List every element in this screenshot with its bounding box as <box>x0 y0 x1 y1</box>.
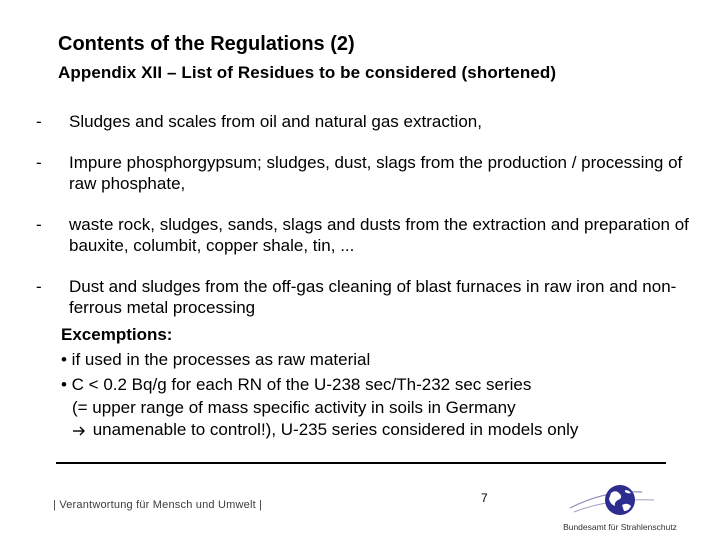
exemption-item: • C < 0.2 Bq/g for each RN of the U-238 sec/Th-232 sec series <box>61 375 532 394</box>
logo-text: Bundesamt für Strahlenschutz <box>563 522 677 532</box>
residue-list <box>36 111 696 338</box>
right-arrow-icon <box>72 426 86 436</box>
slide-title: Contents of the Regulations (2) <box>58 33 355 55</box>
bfs-logo <box>550 478 690 536</box>
list-item <box>36 276 696 318</box>
bullet-dash: - <box>36 215 42 234</box>
bullet-dash: - <box>36 153 42 172</box>
bullet-dash: - <box>36 112 42 131</box>
globe-logo-icon <box>550 478 690 522</box>
exemption-item: • if used in the processes as raw material <box>61 350 371 369</box>
slide-subtitle: Appendix XII – List of Residues to be considered (shortened) <box>58 63 557 82</box>
list-item <box>36 214 696 256</box>
list-item-text: Impure phosphorgypsum; sludges, dust, slags from the production / processing of raw phosphate, <box>69 153 683 193</box>
bullet-dash: - <box>36 277 42 296</box>
exemptions-block <box>61 322 701 441</box>
exemption-note <box>61 397 701 441</box>
list-item-text: Dust and sludges from the off-gas cleaning of blast furnaces in raw iron and non- ferrous metal processing <box>69 277 677 317</box>
page-number: 7 <box>481 491 488 505</box>
footer-divider <box>56 462 666 464</box>
exemption-note-text: unamenable to control!), U-235 series considered in models only <box>88 420 579 439</box>
exemption-note-line <box>72 419 701 441</box>
list-item-text: waste rock, sludges, sands, slags and dusts from the extraction and preparation of bauxite, columbit, copper shale, tin, ... <box>69 215 689 255</box>
exemption-note-line: (= upper range of mass specific activity in soils in Germany <box>72 398 516 417</box>
exemptions-heading: Excemptions: <box>61 325 173 344</box>
footer-tagline: | Verantwortung für Mensch und Umwelt | <box>53 499 263 511</box>
list-item <box>36 111 696 132</box>
list-item <box>36 152 696 194</box>
list-item-text: Sludges and scales from oil and natural gas extraction, <box>69 112 482 131</box>
